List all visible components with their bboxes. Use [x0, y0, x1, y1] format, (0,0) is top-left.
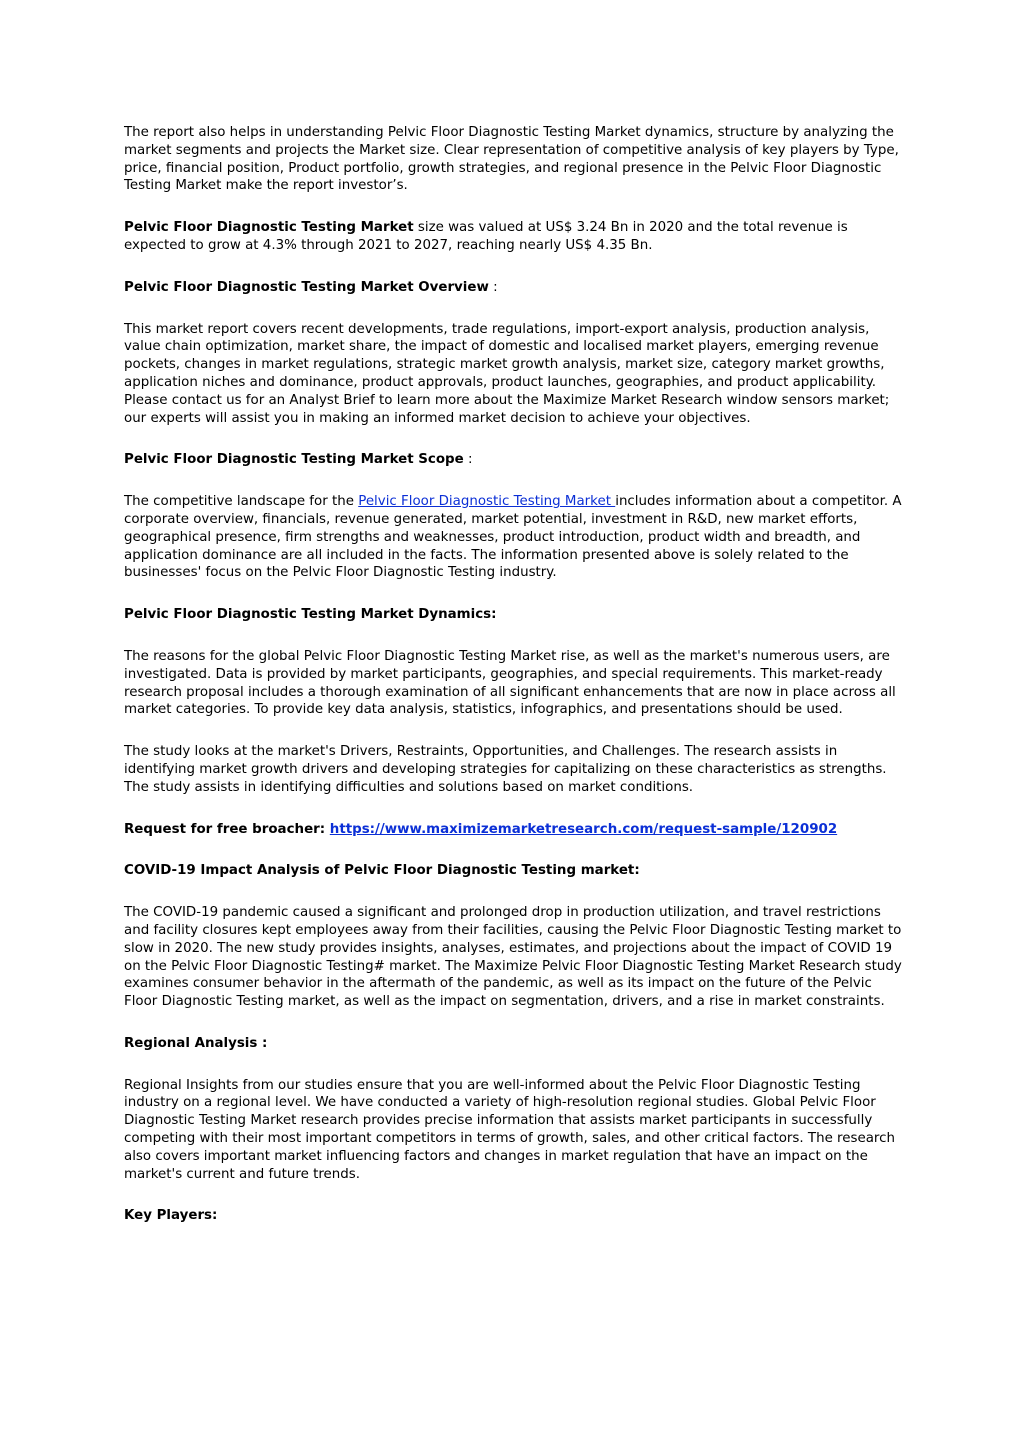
covid-paragraph: The COVID-19 pandemic caused a significant and prolonged drop in production utilization, and travel restrictions and facility closures kept employees away from their facilities, causing the Pelvic Floor Diagnostic Testing market to slow in 2020. The new study provides insights, analyses, estimates, and projections about the impact of COVID 19 on the Pelvic Floor Diagnostic Testing# market. The Maximize Pelvic Floor Diagnostic Testing Market Research study examines consumer behavior in the aftermath of the pandemic, as well as its impact on the future of the Pelvic Floor Diagnostic Testing market, as well as the impact on segmentation, drivers, and a rise in market constraints.	[124, 905, 902, 1010]
covid-heading: COVID-19 Impact Analysis of Pelvic Floor Diagnostic Testing market:	[124, 863, 640, 879]
market-size-paragraph	[124, 219, 902, 255]
overview-heading-text: Pelvic Floor Diagnostic Testing Market Overview	[124, 279, 489, 295]
dynamics-paragraph-1: The reasons for the global Pelvic Floor Diagnostic Testing Market rise, as well as the market's numerous users, are investigated. Data is provided by market participants, geographies, and special requirements. This market-ready research proposal includes a thorough examination of all significant enhancements that are now in place across all market categories. To provide key data analysis, statistics, infographics, and presentations should be used.	[124, 648, 896, 718]
market-size-text: size was valued at US$ 3.24 Bn in 2020 and the total revenue is expected to grow at 4.3% through 2021 to 2027, reaching nearly US$ 4.35 Bn.	[124, 220, 848, 253]
document-body	[124, 124, 902, 1249]
dynamics-paragraph-2: The study looks at the market's Drivers, Restraints, Opportunities, and Challenges. The research assists in identifying market growth drivers and developing strategies for capitalizing on these characteristics as strengths. The study assists in identifying difficulties and solutions based on market conditions.	[124, 744, 887, 795]
overview-heading-colon: :	[488, 279, 498, 295]
market-link[interactable]: Pelvic Floor Diagnostic Testing Market	[358, 494, 616, 510]
key-players-heading: Key Players:	[124, 1208, 218, 1224]
request-paragraph	[124, 821, 902, 839]
scope-paragraph	[124, 493, 902, 582]
intro-paragraph: The report also helps in understanding Pelvic Floor Diagnostic Testing Market dynamics, structure by analyzing the market segments and projects the Market size. Clear representation of competitive analysis of key players by Type, price, financial position, Product portfolio, growth strategies, and regional presence in the Pelvic Floor Diagnostic Testing Market make the report investor’s.	[124, 125, 899, 194]
request-label: Request for free broacher:	[124, 821, 330, 837]
regional-paragraph: Regional Insights from our studies ensure that you are well-informed about the Pelvic Floor Diagnostic Testing industry on a regional level. We have conducted a variety of high-resolution regional studies. Global Pelvic Floor Diagnostic Testing Market research provides precise information that assists market participants in successfully competing with their most important competitors in terms of growth, sales, and other critical factors. The research also covers important market influencing factors and changes in market regulation that have an impact on the market's current and future trends.	[124, 1077, 895, 1182]
market-size-lead: Pelvic Floor Diagnostic Testing Market	[124, 220, 414, 236]
regional-heading: Regional Analysis :	[124, 1035, 268, 1051]
scope-heading-colon: :	[463, 452, 473, 468]
overview-heading	[124, 279, 902, 297]
scope-text-after: includes information about a competitor. A corporate overview, financials, revenue generated, market potential, investment in R&D, new market efforts, geographical presence, firm strengths and weaknesses, product introduction, product width and breadth, and application dominance are all included in the facts. The information presented above is solely related to the businesses' focus on the Pelvic Floor Diagnostic Testing industry.	[124, 494, 902, 581]
scope-text-before: The competitive landscape for the	[124, 494, 359, 510]
scope-heading-text: Pelvic Floor Diagnostic Testing Market Scope	[124, 452, 464, 468]
overview-paragraph: This market report covers recent developments, trade regulations, import-export analysis, production analysis, value chain optimization, market share, the impact of domestic and localised market players, emerging revenue pockets, changes in market regulations, strategic market growth analysis, market size, category market growths, application niches and dominance, product approvals, product launches, geographies, and product applicability. Please contact us for an Analyst Brief to learn more about the Maximize Market Research window sensors market; our experts will assist you in making an informed market decision to achieve your objectives.	[124, 321, 890, 426]
dynamics-heading: Pelvic Floor Diagnostic Testing Market Dynamics:	[124, 607, 497, 623]
request-sample-link[interactable]: https://www.maximizemarketresearch.com/request-sample/120902	[329, 821, 838, 837]
scope-heading	[124, 451, 902, 469]
